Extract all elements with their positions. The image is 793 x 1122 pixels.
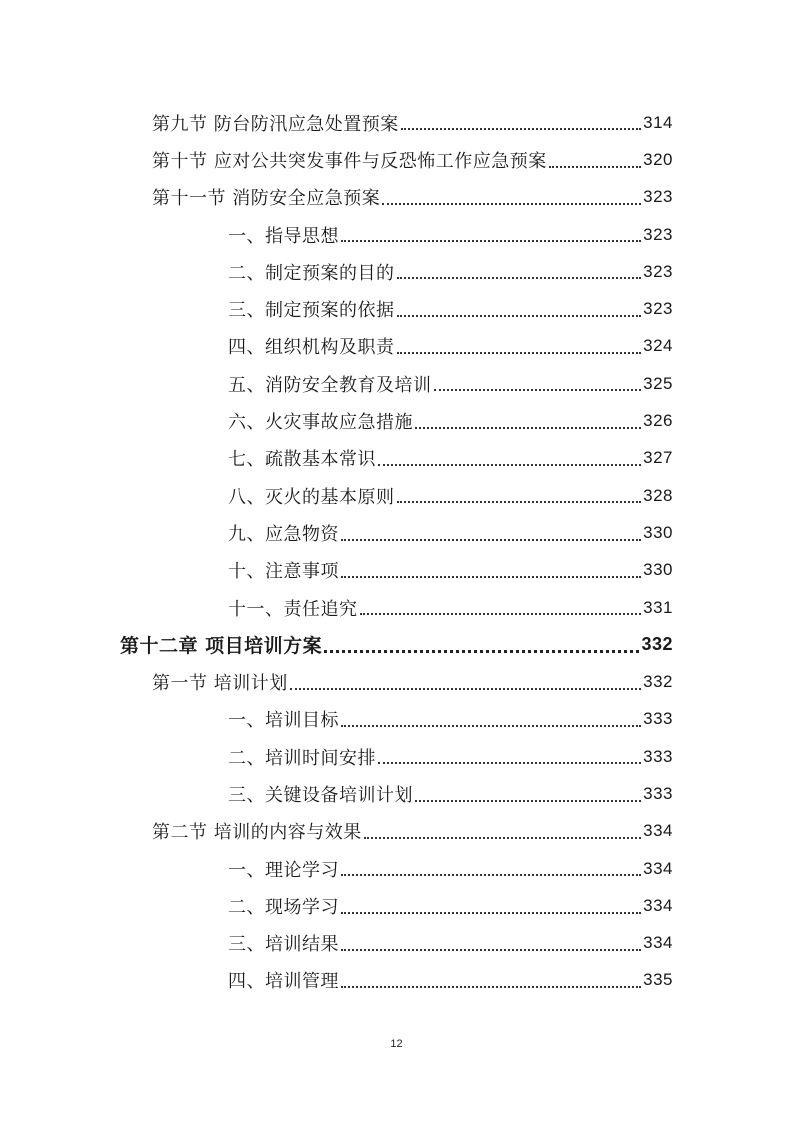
dot-leader (397, 501, 642, 503)
toc-entry-title: 第二节 培训的内容与效果 (152, 822, 362, 844)
table-of-contents (0, 104, 793, 999)
toc-entry-title: 第九节 防台防汛应急处置预案 (152, 113, 399, 135)
toc-entry[interactable] (0, 402, 793, 439)
toc-entry[interactable] (0, 925, 793, 962)
toc-entry-page: 324 (643, 336, 673, 356)
toc-entry-title: 八、灭火的基本原则 (228, 486, 395, 508)
toc-entry-page: 323 (643, 187, 673, 207)
toc-entry-page: 333 (643, 709, 673, 729)
toc-entry-page: 325 (643, 373, 673, 393)
toc-entry-page: 328 (643, 485, 673, 505)
dot-leader (397, 277, 642, 279)
toc-entry-page: 332 (643, 672, 673, 692)
toc-entry[interactable] (0, 813, 793, 850)
toc-entry[interactable] (0, 328, 793, 365)
toc-entry[interactable] (0, 104, 793, 141)
toc-entry-page: 334 (643, 858, 673, 878)
toc-entry-title: 三、关键设备培训计划 (228, 784, 413, 806)
dot-leader (341, 912, 641, 914)
toc-entry-title: 九、应急物资 (228, 523, 339, 545)
toc-entry-page: 332 (641, 634, 673, 655)
toc-entry-title: 第十二章 项目培训方案 (120, 635, 323, 658)
toc-entry-page: 335 (643, 970, 673, 990)
toc-entry-title: 三、制定预案的依据 (228, 300, 395, 322)
toc-entry-title: 第十节 应对公共突发事件与反恐怖工作应急预案 (152, 150, 547, 172)
toc-entry-page: 334 (643, 933, 673, 953)
toc-entry-page: 333 (643, 746, 673, 766)
toc-entry[interactable] (0, 141, 793, 178)
toc-entry-title: 第一节 培训计划 (152, 673, 288, 695)
toc-entry[interactable] (0, 663, 793, 700)
toc-entry[interactable] (0, 552, 793, 589)
toc-entry-title: 十、注意事项 (228, 561, 339, 583)
toc-entry[interactable] (0, 962, 793, 999)
dot-leader (360, 613, 642, 615)
dot-leader (341, 539, 641, 541)
toc-entry-title: 七、疏散基本常识 (228, 449, 376, 471)
toc-entry-title: 二、培训时间安排 (228, 747, 376, 769)
toc-entry[interactable] (0, 514, 793, 551)
dot-leader (382, 203, 641, 205)
toc-entry-title: 一、理论学习 (228, 859, 339, 881)
dot-leader (401, 128, 641, 130)
toc-entry-title: 二、现场学习 (228, 896, 339, 918)
toc-entry-page: 323 (643, 261, 673, 281)
toc-entry-page: 326 (643, 411, 673, 431)
toc-entry-title: 四、培训管理 (228, 971, 339, 993)
toc-entry-page: 330 (643, 560, 673, 580)
toc-entry-title: 一、指导思想 (228, 225, 339, 247)
toc-entry[interactable] (0, 179, 793, 216)
dot-leader (341, 986, 641, 988)
dot-leader (324, 650, 639, 653)
toc-entry-page: 314 (643, 112, 673, 132)
toc-entry[interactable] (0, 589, 793, 626)
toc-entry-page: 333 (643, 783, 673, 803)
dot-leader (341, 949, 641, 951)
toc-entry-page: 327 (643, 448, 673, 468)
toc-entry[interactable] (0, 290, 793, 327)
toc-entry-page: 334 (643, 821, 673, 841)
dot-leader (341, 725, 641, 727)
dot-leader (290, 688, 641, 690)
toc-entry-page: 320 (643, 149, 673, 169)
dot-leader (378, 762, 641, 764)
dot-leader (415, 427, 641, 429)
dot-leader (378, 464, 641, 466)
page-number: 12 (390, 1038, 403, 1050)
toc-entry-page: 331 (643, 597, 673, 617)
toc-entry-title: 五、消防安全教育及培训 (228, 374, 432, 396)
toc-entry-title: 一、培训目标 (228, 710, 339, 732)
toc-entry[interactable] (0, 253, 793, 290)
toc-entry-title: 第十一节 消防安全应急预案 (152, 188, 381, 210)
toc-entry[interactable] (0, 701, 793, 738)
dot-leader (397, 315, 642, 317)
dot-leader (434, 389, 642, 391)
toc-entry[interactable] (0, 216, 793, 253)
dot-leader (415, 800, 641, 802)
toc-entry-page: 323 (643, 299, 673, 319)
toc-entry-page: 334 (643, 895, 673, 915)
toc-chapter-entry[interactable] (0, 626, 793, 663)
dot-leader (549, 166, 641, 168)
toc-entry[interactable] (0, 887, 793, 924)
toc-entry-page: 323 (643, 224, 673, 244)
toc-entry-title: 三、培训结果 (228, 934, 339, 956)
toc-entry-page: 330 (643, 522, 673, 542)
toc-entry[interactable] (0, 477, 793, 514)
toc-entry[interactable] (0, 738, 793, 775)
dot-leader (341, 874, 641, 876)
toc-entry[interactable] (0, 775, 793, 812)
dot-leader (341, 576, 641, 578)
dot-leader (364, 837, 641, 839)
toc-entry[interactable] (0, 365, 793, 402)
dot-leader (341, 240, 641, 242)
toc-entry-title: 二、制定预案的目的 (228, 262, 395, 284)
toc-entry-title: 六、火灾事故应急措施 (228, 412, 413, 434)
toc-entry[interactable] (0, 440, 793, 477)
dot-leader (397, 352, 642, 354)
toc-entry-title: 四、组织机构及职责 (228, 337, 395, 359)
toc-entry[interactable] (0, 850, 793, 887)
toc-entry-title: 十一、责任追究 (228, 598, 358, 620)
